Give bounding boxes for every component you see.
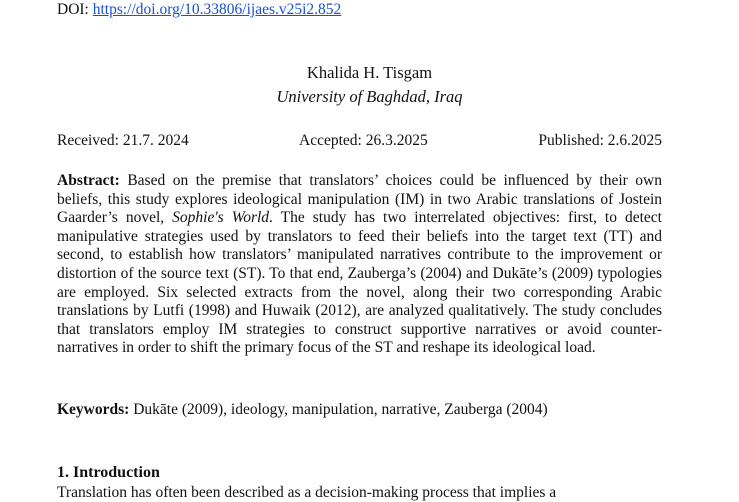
received-date: Received: 21.7. 2024	[57, 132, 189, 149]
introduction-heading: 1. Introduction	[57, 464, 160, 481]
keywords-label: Keywords:	[57, 401, 130, 418]
abstract-paragraph	[57, 172, 662, 358]
author-name: Khalida H. Tisgam	[306, 63, 433, 82]
published-date: Published: 2.6.2025	[538, 132, 662, 149]
novel-title: Sophie's World	[172, 209, 270, 227]
introduction-first-line: Translation has often been described as a decision-making process that implies a	[57, 484, 557, 501]
author-affiliation: University of Baghdad, Iraq	[276, 87, 463, 106]
abstract-text-part-2: . The study has two interrelated objectives: first, to detect manipulative strategies used by translators to feed their beliefs into the target text (TT) and second, to establish how translators’ manipulated narratives contribute to the improvement or distortion of the source text (ST). To that end, Zauberga’s (2004) and Dukāte’s (2009) typologies are employed. Six selected extracts from the novel, along their two corresponding Arabic translations by Lutfi (1998) and Huwaik (2012), are analyzed qualitatively. The study concludes that translators employ IM strategies to construct supportive narratives or avoid counter-narratives in order to shift the primary focus of the ST and reshape its ideological load.	[57, 209, 662, 357]
abstract-text-part-1: Based on the premise that translators’ choices could be influenced by their own beliefs, this study explores ideological manipulation (IM) in two Arabic translations of Jostein Gaarder’s novel,	[57, 172, 662, 227]
doi-link[interactable]: https://doi.org/10.33806/ijaes.v25i2.852	[92, 1, 342, 18]
doi-label: DOI:	[57, 1, 89, 18]
keywords-line	[57, 401, 662, 419]
doi-line	[57, 0, 341, 20]
accepted-date: Accepted: 26.3.2025	[299, 132, 428, 149]
keywords-text: Dukāte (2009), ideology, manipulation, narrative, Zauberga (2004)	[133, 401, 548, 418]
abstract-label: Abstract:	[57, 172, 120, 189]
